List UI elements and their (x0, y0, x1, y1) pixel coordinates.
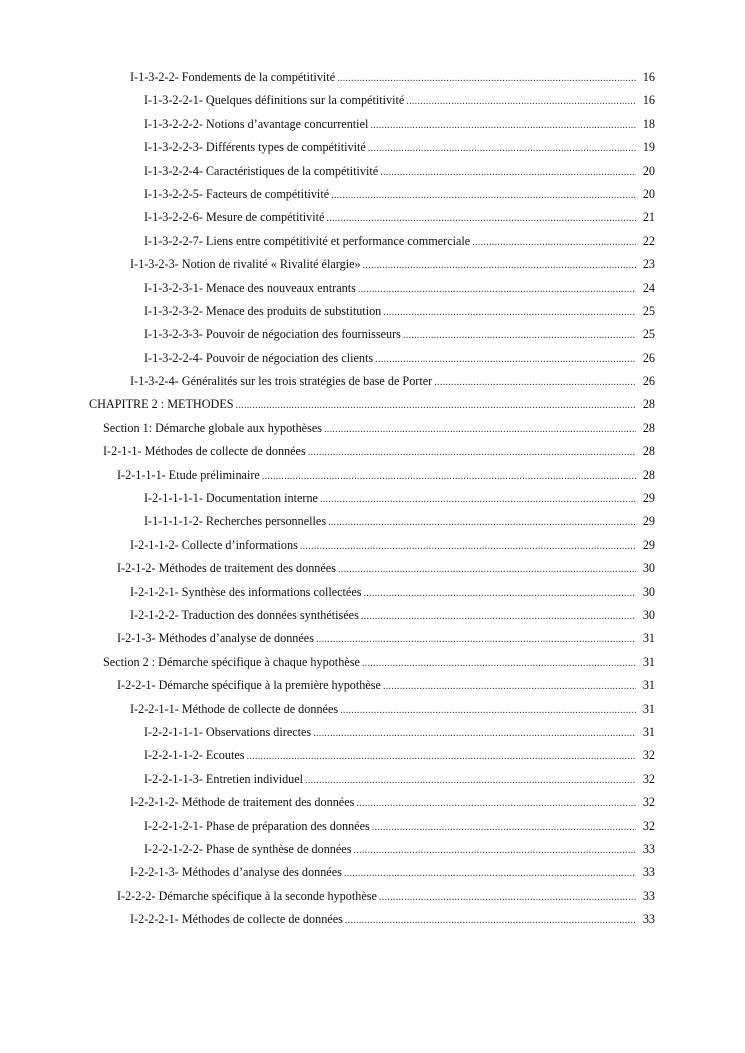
dot-leader (403, 324, 636, 347)
toc-entry[interactable] (0, 464, 745, 487)
dot-leader (345, 909, 636, 932)
dot-leader (340, 699, 636, 722)
toc-entry-page-number: 26 (642, 350, 655, 365)
dot-leader (326, 207, 636, 230)
toc-entry[interactable] (0, 393, 745, 416)
dot-leader (406, 90, 636, 113)
toc-entry-title: I-1-3-2-4- Généralités sur les trois stratégies de base de Porter (130, 374, 433, 389)
toc-entry[interactable] (0, 136, 745, 159)
toc-entry-title: I-1-3-2-2-4- Caractéristiques de la compétitivité (144, 163, 379, 178)
dot-leader (383, 675, 636, 698)
toc-entry[interactable] (0, 534, 745, 557)
toc-entry[interactable] (0, 838, 745, 861)
toc-entry-title: I-2-1-3- Méthodes d’analyse de données (117, 631, 314, 646)
toc-entry[interactable] (0, 66, 745, 89)
toc-entry-page-number: 31 (642, 724, 655, 739)
dot-leader (353, 839, 636, 862)
dot-leader (344, 862, 636, 885)
toc-entry-page-number: 31 (642, 631, 655, 646)
toc-entry-title: I-2-2-2- Démarche spécifique à la seconde hypothèse (117, 888, 377, 903)
toc-entry-page-number: 31 (642, 701, 655, 716)
toc-entry-title: I-2-2-1-1- Méthode de collecte de données (130, 701, 339, 716)
toc-entry-title: I-1-3-2-2-3- Différents types de compétitivité (144, 140, 366, 155)
toc-entry-title: I-2-2-2-1- Méthodes de collecte de données (130, 912, 343, 927)
toc-entry-title: I-2-2-1-1-3- Entretien individuel (144, 771, 304, 786)
dot-leader (247, 745, 636, 768)
toc-entry-page-number: 29 (642, 537, 655, 552)
toc-entry-title: I-1-3-2-2-6- Mesure de compétitivité (144, 210, 325, 225)
toc-entry-page-number: 31 (642, 678, 655, 693)
toc-entry-page-number: 18 (642, 116, 655, 131)
toc-entry-title: I-2-1-1-2- Collecte d’informations (130, 537, 298, 552)
toc-entry-title: I-1-3-2-3-3- Pouvoir de négociation des fournisseurs (144, 327, 401, 342)
toc-entry[interactable] (0, 370, 745, 393)
dot-leader (356, 792, 636, 815)
toc-entry-title: I-1-3-2-3- Notion de rivalité « Rivalité élargie» (130, 257, 361, 272)
toc-entry[interactable] (0, 440, 745, 463)
toc-entry-title: I-2-2-1-1-1- Observations directes (144, 724, 312, 739)
toc-entry-page-number: 16 (642, 70, 655, 84)
dot-leader (372, 816, 636, 839)
toc-entry-page-number: 33 (642, 912, 655, 927)
dot-leader (434, 371, 636, 394)
toc-entry[interactable] (0, 206, 745, 229)
toc-entry[interactable] (0, 908, 745, 931)
toc-entry-title: I-2-2-1-3- Méthodes d’analyse des données (130, 865, 342, 880)
toc-entry-page-number: 21 (642, 210, 655, 225)
toc-entry-title: I-2-2-1-2- Méthode de traitement des données (130, 795, 355, 810)
toc-entry-title: I-2-2-1-1-2- Ecoutes (144, 748, 245, 763)
toc-entry-page-number: 32 (642, 748, 655, 763)
dot-leader (361, 605, 636, 628)
toc-entry-page-number: 32 (642, 818, 655, 833)
toc-entry-title: I-2-1-2-1- Synthèse des informations collectées (130, 584, 362, 599)
dot-leader (331, 184, 636, 207)
toc-entry[interactable] (0, 791, 745, 814)
dot-leader (324, 418, 636, 441)
toc-entry[interactable] (0, 768, 745, 791)
toc-entry-page-number: 30 (642, 607, 655, 622)
toc-entry[interactable] (0, 604, 745, 627)
toc-entry-title: I-1-3-2-2-1- Quelques définitions sur la compétitivité (144, 93, 405, 108)
toc-entry-page-number: 19 (642, 140, 655, 155)
toc-entry-title: I-1-1-1-1-2- Recherches personnelles (144, 514, 327, 529)
dot-leader (262, 465, 636, 488)
toc-entry[interactable] (0, 300, 745, 323)
toc-entry[interactable] (0, 698, 745, 721)
toc-entry-page-number: 26 (642, 374, 655, 389)
toc-entry-page-number: 31 (642, 654, 655, 669)
dot-leader (358, 278, 636, 301)
dot-leader (383, 301, 636, 324)
toc-entry-page-number: 23 (642, 257, 655, 272)
toc-entry-page-number: 22 (642, 233, 655, 248)
toc-entry-page-number: 33 (642, 888, 655, 903)
dot-leader (379, 886, 636, 909)
toc-entry-page-number: 30 (642, 561, 655, 576)
dot-leader (316, 628, 636, 651)
toc-entry-title: I-1-3-2-2- Fondements de la compétitivité (130, 70, 336, 84)
dot-leader (380, 161, 636, 184)
toc-entry-title: I-1-3-2-3-2- Menace des produits de substitution (144, 303, 382, 318)
toc-entry-title: I-2-2-1-2-1- Phase de préparation des données (144, 818, 370, 833)
dot-leader (472, 231, 636, 254)
toc-entry-title: I-1-3-2-2-5- Facteurs de compétitivité (144, 186, 330, 201)
dot-leader (362, 652, 636, 675)
toc-entry[interactable] (0, 651, 745, 674)
toc-entry-title: I-2-1-1- Méthodes de collecte de données (103, 444, 306, 459)
dot-leader (308, 441, 636, 464)
dot-leader (338, 558, 636, 581)
toc-entry[interactable] (0, 627, 745, 650)
toc-entry-page-number: 29 (642, 491, 655, 506)
dot-leader (363, 254, 636, 277)
toc-entry[interactable] (0, 721, 745, 744)
toc-entry-page-number: 32 (642, 771, 655, 786)
toc-entry-page-number: 33 (642, 841, 655, 856)
toc-entry-page-number: 25 (642, 327, 655, 342)
toc-entry[interactable] (0, 89, 745, 112)
toc-entry-title: I-2-1-1-1- Etude préliminaire (117, 467, 260, 482)
dot-leader (236, 394, 636, 417)
toc-entry[interactable] (0, 885, 745, 908)
toc-entry-page-number: 30 (642, 584, 655, 599)
toc-entry-page-number: 24 (642, 280, 655, 295)
toc-entry-page-number: 16 (642, 93, 655, 108)
toc-entry-page-number: 20 (642, 186, 655, 201)
toc-entry-title: I-2-2-1-2-2- Phase de synthèse de données (144, 841, 352, 856)
toc-entry-title: I-1-3-2-3-1- Menace des nouveaux entrants (144, 280, 356, 295)
toc-entry-title: I-2-1-2-2- Traduction des données synthétisées (130, 607, 359, 622)
toc-entry[interactable] (0, 323, 745, 346)
toc-entry[interactable] (0, 230, 745, 253)
dot-leader (375, 348, 636, 371)
toc-entry[interactable] (0, 113, 745, 136)
toc-entry[interactable] (0, 253, 745, 276)
toc-entry[interactable] (0, 160, 745, 183)
toc-entry[interactable] (0, 557, 745, 580)
toc-entry-page-number: 28 (642, 467, 655, 482)
toc-entry[interactable] (0, 744, 745, 767)
toc-entry-page-number: 20 (642, 163, 655, 178)
toc-entry-title: I-2-2-1- Démarche spécifique à la première hypothèse (117, 678, 381, 693)
toc-entry[interactable] (0, 674, 745, 697)
dot-leader (368, 137, 636, 160)
toc-entry[interactable] (0, 347, 745, 370)
toc-entry[interactable] (0, 183, 745, 206)
toc-entry-title: Section 2 : Démarche spécifique à chaque hypothèse (103, 654, 360, 669)
toc-entry-title: CHAPITRE 2 : METHODES (89, 397, 234, 412)
toc-entry-page-number: 32 (642, 795, 655, 810)
dot-leader (370, 114, 636, 137)
toc-entry[interactable] (0, 487, 745, 510)
dot-leader (305, 769, 636, 792)
dot-leader (337, 67, 636, 90)
toc-entry-page-number: 25 (642, 303, 655, 318)
toc-entry-page-number: 33 (642, 865, 655, 880)
toc-entry-page-number: 28 (642, 397, 655, 412)
toc-entry-page-number: 28 (642, 444, 655, 459)
toc-entry[interactable] (0, 581, 745, 604)
toc-entry-title: I-1-3-2-2-7- Liens entre compétitivité et performance commerciale (144, 233, 471, 248)
toc-entry[interactable] (0, 277, 745, 300)
dot-leader (364, 582, 637, 605)
toc-entry-title: Section 1: Démarche globale aux hypothèses (103, 420, 322, 435)
toc-entry-title: I-2-1-1-1-1- Documentation interne (144, 491, 318, 506)
toc-entry[interactable] (0, 510, 745, 533)
toc-entry[interactable] (0, 815, 745, 838)
toc-entry-page-number: 28 (642, 420, 655, 435)
toc-entry[interactable] (0, 861, 745, 884)
toc-entry-title: I-1-3-2-2-2- Notions d’avantage concurrentiel (144, 116, 369, 131)
toc-entry-title: I-2-1-2- Méthodes de traitement des données (117, 561, 336, 576)
table-of-contents (0, 66, 745, 931)
toc-entry[interactable] (0, 417, 745, 440)
dot-leader (320, 488, 636, 511)
toc-entry-page-number: 29 (642, 514, 655, 529)
dot-leader (300, 535, 636, 558)
toc-entry-title: I-1-3-2-2-4- Pouvoir de négociation des clients (144, 350, 374, 365)
dot-leader (328, 511, 636, 534)
dot-leader (313, 722, 636, 745)
